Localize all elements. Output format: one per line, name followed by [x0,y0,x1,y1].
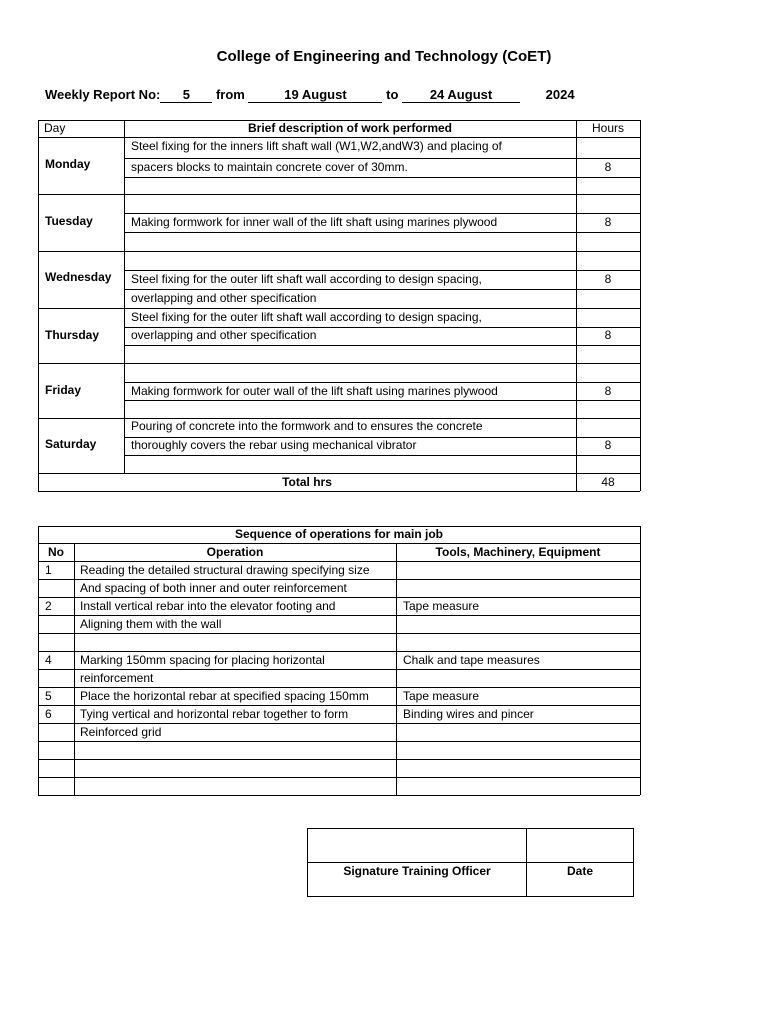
hours-value: 8 [604,272,612,286]
hours-value: 8 [604,384,612,398]
description-column-header: Brief description of work performed [247,121,453,135]
work-description-line: Steel fixing for the outer lift shaft wall according to design spacing, [131,310,482,324]
day-label-friday: Friday [45,383,82,397]
operation-text: Marking 150mm spacing for placing horizontal [80,653,325,667]
tools-text: Binding wires and pincer [403,707,534,721]
tools-text: Chalk and tape measures [403,653,540,667]
row-number: 2 [45,599,52,613]
no-column-header: No [48,545,64,559]
hours-column-header: Hours [591,121,624,135]
work-description-line: overlapping and other specification [131,328,317,342]
report-year: 2024 [545,87,575,102]
tools-column-header: Tools, Machinery, Equipment [435,545,601,559]
from-label: from [215,87,245,102]
work-description-line: Steel fixing for the outer lift shaft wall according to design spacing, [131,272,482,286]
hours-value: 8 [604,438,612,452]
from-date: 19 August [248,87,382,103]
operation-text: Tying vertical and horizontal rebar together to form [80,707,349,721]
work-description-line: overlapping and other specification [131,291,317,305]
work-description-line: Making formwork for inner wall of the lift shaft using marines plywood [131,215,498,229]
work-description-line: spacers blocks to maintain concrete cover of 30mm. [131,160,408,174]
hours-value: 8 [604,328,612,342]
day-label-wednesday: Wednesday [45,270,112,284]
operation-column-header: Operation [206,545,264,559]
total-hours-label: Total hrs [282,475,332,489]
day-column-header: Day [44,121,66,135]
operation-text: Place the horizontal rebar at specified spacing 150mm [80,689,369,703]
operation-text: Aligning them with the wall [80,617,222,631]
document-title: College of Engineering and Technology (CoET) [216,48,552,65]
day-label-saturday: Saturday [45,437,97,451]
day-label-tuesday: Tuesday [45,214,93,228]
to-date: 24 August [402,87,520,103]
operation-text: Reading the detailed structural drawing specifying size [80,563,370,577]
work-description-line: Steel fixing for the inners lift shaft wall (W1,W2,andW3) and placing of [131,139,502,153]
work-description-line: Pouring of concrete into the formwork and to ensures the concrete [131,419,483,433]
row-number: 1 [45,563,52,577]
signature-field[interactable] [307,828,527,863]
row-number: 4 [45,653,52,667]
tools-text: Tape measure [403,599,480,613]
report-number-label: Weekly Report No: [45,87,161,102]
to-label: to [386,87,399,102]
signature-officer-label: Signature Training Officer [343,864,491,878]
total-hours-value: 48 [601,475,615,489]
sequence-table-title: Sequence of operations for main job [234,527,444,541]
work-description-line: thoroughly covers the rebar using mechanical vibrator [131,438,417,452]
work-description-line: Making formwork for outer wall of the lift shaft using marines plywood [131,384,498,398]
tools-text: Tape measure [403,689,480,703]
operation-text: And spacing of both inner and outer reinforcement [80,581,347,595]
report-number: 5 [160,87,212,103]
operation-text: Reinforced grid [80,725,162,739]
hours-value: 8 [604,215,612,229]
day-label-monday: Monday [45,157,91,171]
operation-text: reinforcement [80,671,154,685]
date-label: Date [566,864,593,878]
hours-value: 8 [604,160,612,174]
report-header-line [45,87,575,103]
row-number: 5 [45,689,52,703]
operation-text: Install vertical rebar into the elevator footing and [80,599,336,613]
row-number: 6 [45,707,52,721]
day-label-thursday: Thursday [45,328,100,342]
date-field[interactable] [526,828,634,863]
